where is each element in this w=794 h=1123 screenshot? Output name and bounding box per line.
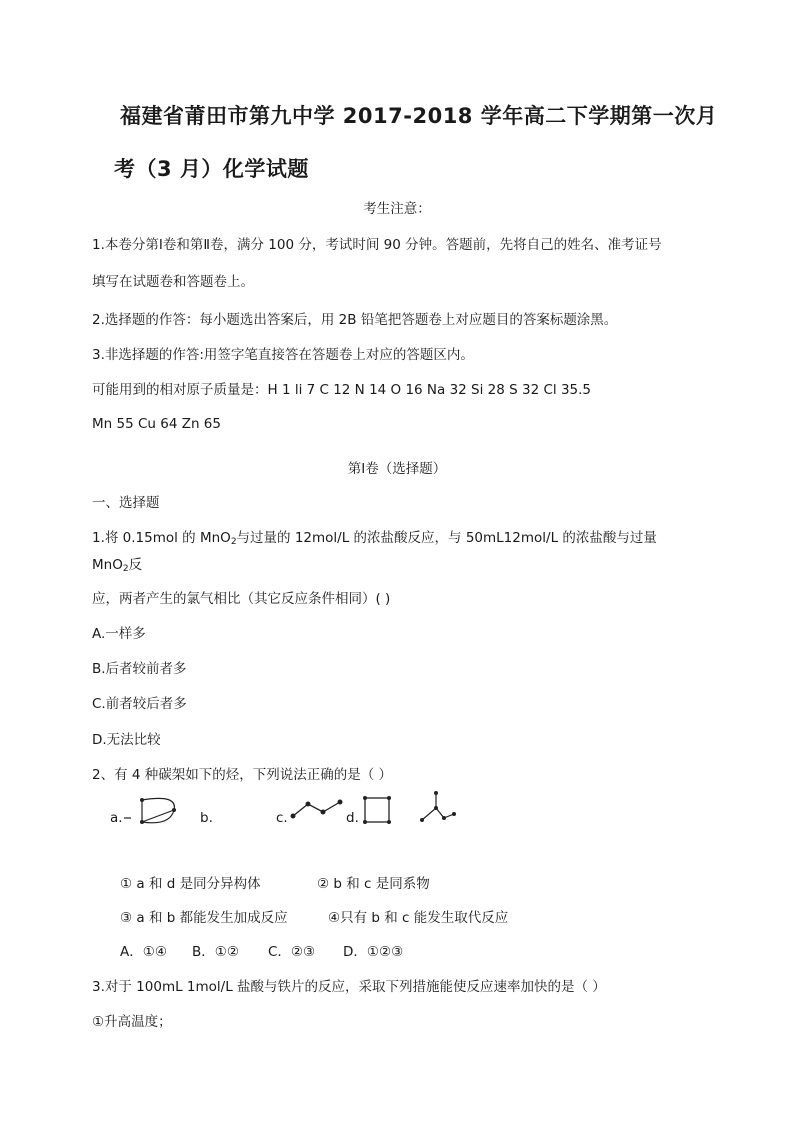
q2-choice-c: C．②③ [268, 944, 316, 960]
atomic-mass-line-1: 可能用到的相对原子质量是：H 1 li 7 C 12 N 14 O 16 Na 32 Si 28 S 32 Cl 35.5 [92, 382, 591, 398]
carbon-skeleton-d [360, 794, 394, 828]
q1-stem-line-3: 应，两者产生的氯气相比（其它反应条件相同）( ) [92, 591, 391, 607]
q1-option-c: C.前者较后者多 [92, 696, 187, 712]
q2-choice-d: D．①②③ [343, 944, 404, 960]
notice-item-1-line-1: 1.本卷分第Ⅰ卷和第Ⅱ卷，满分 100 分，考试时间 90 分钟。答题前，先将自己的姓名、准考证号 [92, 237, 662, 253]
q3-stem: 3.对于 100mL 1mol/L 盐酸与铁片的反应，采取下列措施能使反应速率加快的是（ ） [92, 979, 606, 995]
q1-option-d: D.无法比较 [92, 732, 161, 748]
q2-label-c: c. [276, 810, 288, 826]
q2-label-a: a. [110, 810, 123, 826]
part-heading: 一、选择题 [92, 495, 160, 511]
atomic-mass-line-2: Mn 55 Cu 64 Zn 65 [92, 416, 221, 432]
q3-item-1: ①升高温度； [92, 1014, 172, 1030]
notice-heading: 考生注意： [363, 201, 431, 217]
section-heading: 第Ⅰ卷（选择题） [347, 461, 447, 477]
notice-item-2: 2.选择题的作答：每小题选出答案后，用 2B 铅笔把答题卷上对应题目的答案标题涂黑。 [92, 312, 618, 328]
q2-statement-2: ② b 和 c 是同系物 [317, 876, 430, 892]
notice-item-3: 3.非选择题的作答:用签字笔直接答在答题卷上对应的答题区内。 [92, 347, 474, 363]
q1-stem-line-2: MnO$_2$反 [92, 557, 143, 574]
q2-statement-3: ③ a 和 b 都能发生加成反应 [120, 910, 288, 926]
q2-choice-b: B．①② [192, 944, 239, 960]
q2-label-d: d. [346, 810, 359, 826]
q1-stem-line-1: 1.将 0.15mol 的 MnO$_2$与过量的 12mol/L 的浓盐酸反应，与 50mL12mol/L 的浓盐酸与过量 [92, 530, 657, 547]
carbon-skeleton-a [122, 796, 184, 830]
q2-statement-1: ① a 和 d 是同分异构体 [120, 876, 261, 892]
q1-option-a: A.一样多 [92, 626, 146, 642]
q2-stem: 2、有 4 种碳架如下的烃，下列说法正确的是（ ） [92, 767, 393, 783]
q2-choice-a: A．①④ [120, 944, 167, 960]
carbon-skeleton-e [416, 790, 460, 830]
q1-option-b: B.后者较前者多 [92, 661, 187, 677]
title-line-1: 福建省莆田市第九中学 2017-2018 学年高二下学期第一次月 [120, 104, 718, 128]
notice-item-1-line-2: 填写在试题卷和答题卷上。 [92, 274, 254, 290]
title-line-2: 考（3 月）化学试题 [114, 157, 309, 181]
q2-statement-4: ④只有 b 和 c 能发生取代反应 [328, 910, 509, 926]
q2-label-b: b. [200, 810, 213, 826]
carbon-skeleton-c [290, 796, 348, 826]
